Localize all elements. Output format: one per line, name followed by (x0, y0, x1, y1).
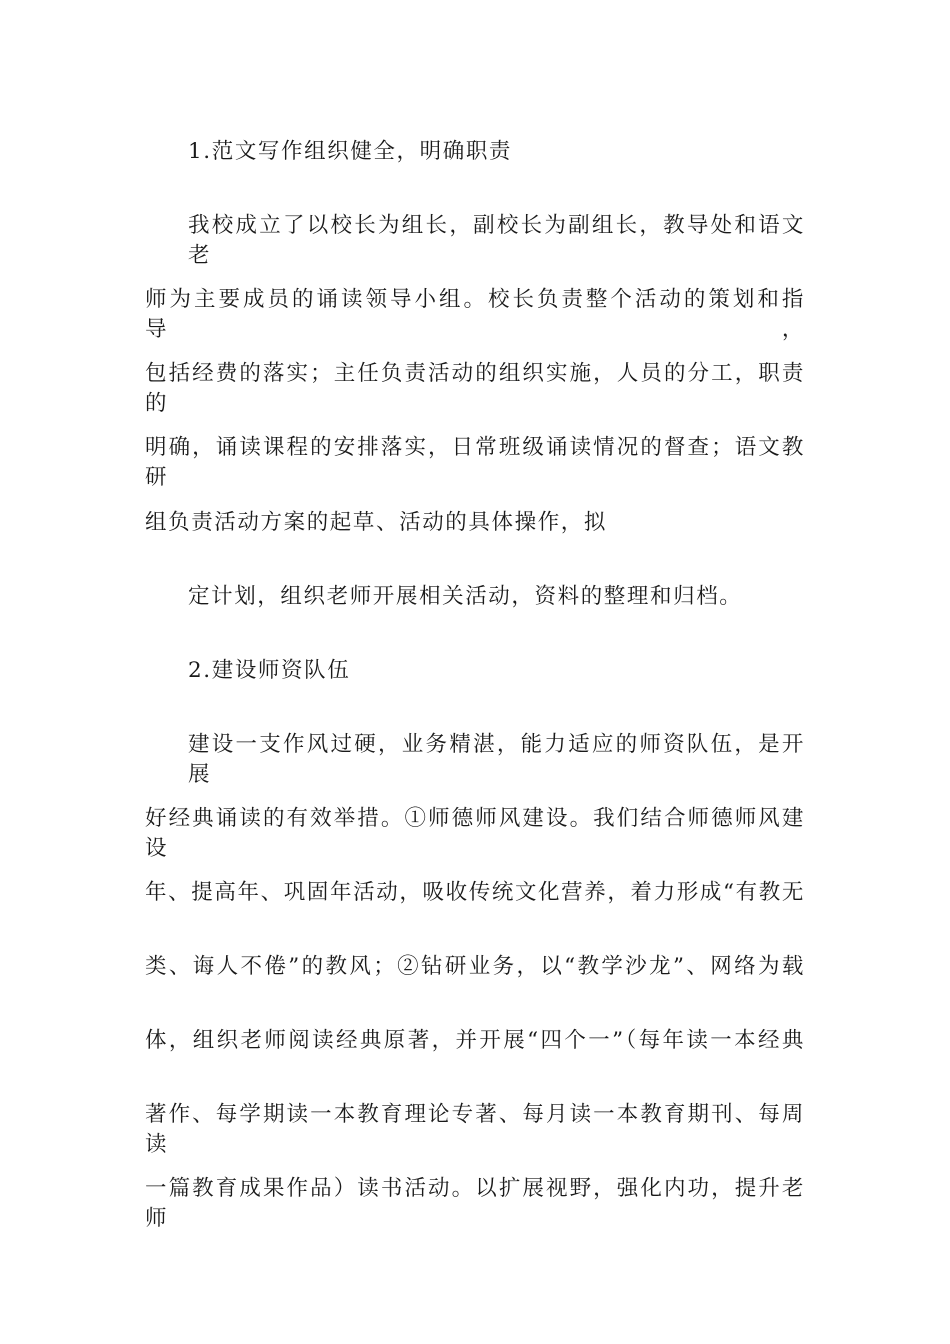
paragraph-line: 定计划，组织老师开展相关活动，资料的整理和归档。 (188, 584, 743, 609)
paragraph-line: 著作、每学期读一本教育理论专著、每月读一本教育期刊、每周读 (145, 1102, 805, 1157)
heading-teachers: 2.建设师资队伍 (188, 658, 351, 683)
paragraph-line: 师为主要成员的诵读领导小组。校长负责整个活动的策划和指导， (145, 287, 805, 342)
paragraph-line: 我校成立了以校长为组长，副校长为副组长，教导处和语文老 (188, 213, 805, 268)
paragraph-line: 一篇教育成果作品）读书活动。以扩展视野，强化内功，提升老师 (145, 1176, 805, 1231)
paragraph-line: 组负责活动方案的起草、活动的具体操作，拟 (145, 510, 608, 535)
paragraph-line: 明确，诵读课程的安排落实，日常班级诵读情况的督查；语文教研 (145, 435, 805, 490)
paragraph-line: 包括经费的落实；主任负责活动的组织实施，人员的分工，职责的 (145, 361, 805, 416)
heading-organization: 1.范文写作组织健全，明确职责 (188, 139, 513, 164)
paragraph-line: 年、提高年、巩固年活动，吸收传统文化营养，着力形成“有教无 (145, 880, 805, 905)
paragraph-line: 体，组织老师阅读经典原著，并开展“四个一”（每年读一本经典 (145, 1028, 805, 1053)
paragraph-line: 好经典诵读的有效举措。①师德师风建设。我们结合师德师风建设 (145, 806, 805, 861)
paragraph-line: 建设一支作风过硬，业务精湛，能力适应的师资队伍，是开展 (188, 732, 805, 787)
paragraph-line: 类、诲人不倦”的教风；②钻研业务，以“教学沙龙”、网络为载 (145, 954, 805, 979)
